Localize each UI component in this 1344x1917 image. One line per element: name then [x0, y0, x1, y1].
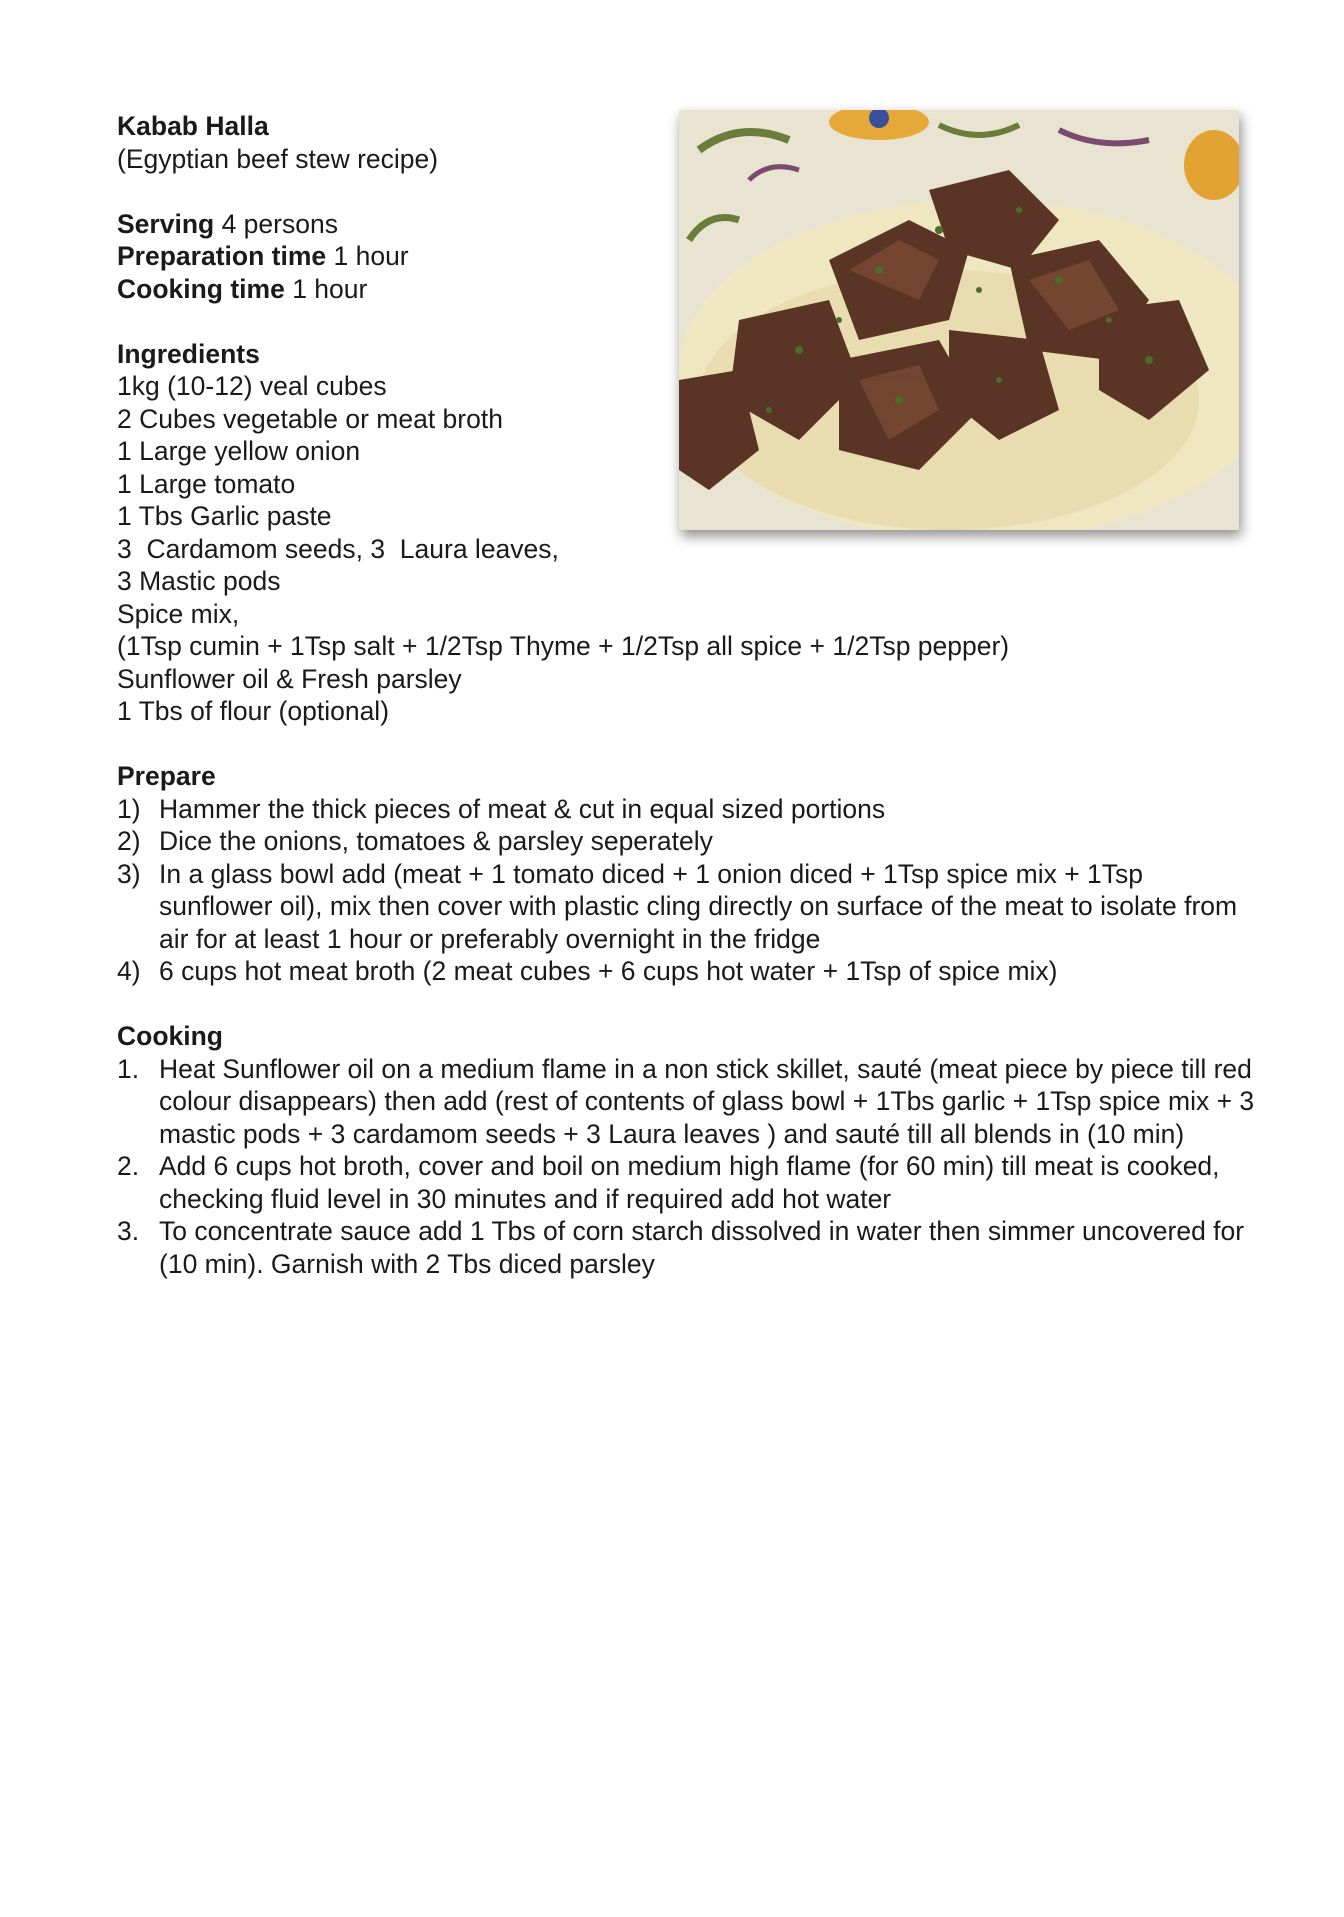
- step-text: 6 cups hot meat broth (2 meat cubes + 6 cups hot water + 1Tsp of spice mix): [159, 956, 1058, 986]
- cook-time-line: [117, 273, 1257, 306]
- step-number: 2): [117, 826, 141, 856]
- step-number: 1): [117, 793, 141, 824]
- cooking-step: [117, 1053, 1257, 1151]
- prepare-step: [117, 793, 1257, 826]
- serving-line: [117, 208, 1257, 241]
- ingredient-item: 3 Mastic pods: [117, 566, 281, 596]
- step-number: 1.: [117, 1053, 140, 1084]
- step-text: Heat Sunflower oil on a medium flame in a non stick skillet, sauté (meat piece by piece till red colour disappears) then add (rest of contents of glass bowl + 1Tbs garlic + 1Tsp spice mix + 3 mastic pods + 3 cardamom seeds + 3 Laura leaves ) and sauté till all blends in (10 min): [159, 1053, 1255, 1149]
- cooking-step: [117, 1150, 1257, 1215]
- ingredient-item: 1 Tbs of flour (optional): [117, 696, 390, 726]
- prepare-step: [117, 825, 1257, 858]
- ingredients-heading: Ingredients: [117, 338, 260, 369]
- step-text: Dice the onions, tomatoes & parsley seperately: [159, 826, 713, 856]
- prepare-steps: [117, 793, 1257, 988]
- ingredient-item: 1 Tbs Garlic paste: [117, 501, 332, 531]
- serving-label: Serving: [117, 208, 215, 239]
- step-text: To concentrate sauce add 1 Tbs of corn starch dissolved in water then simmer uncovered for (10 min). Garnish with 2 Tbs diced parsley: [159, 1216, 1245, 1279]
- cook-time-value: 1 hour: [284, 273, 368, 304]
- serving-value: 4 persons: [214, 208, 338, 239]
- step-text: Hammer the thick pieces of meat & cut in equal sized portions: [159, 793, 886, 824]
- step-text: Add 6 cups hot broth, cover and boil on medium high flame (for 60 min) till meat is cooked, checking fluid level in 30 minutes and if required add hot water: [159, 1151, 1220, 1214]
- step-text: In a glass bowl add (meat + 1 tomato diced + 1 onion diced + 1Tsp spice mix + 1Tsp sunflower oil), mix then cover with plastic cling directly on surface of the meat to isolate from air for at least 1 hour or preferably overnight in the fridge: [159, 858, 1238, 954]
- ingredient-item: 1 Large tomato: [117, 468, 296, 499]
- prepare-step: [117, 955, 1257, 988]
- cooking-step: [117, 1215, 1257, 1280]
- step-number: 3.: [117, 1216, 140, 1246]
- ingredients-list: [117, 370, 1257, 728]
- step-number: 4): [117, 956, 141, 986]
- recipe-text: [117, 110, 1257, 1280]
- prepare-heading: Prepare: [117, 761, 216, 791]
- ingredient-item: 1kg (10-12) veal cubes: [117, 371, 387, 401]
- prep-time-value: 1 hour: [326, 241, 409, 271]
- ingredient-item: 1 Large yellow onion: [117, 436, 361, 466]
- prepare-step: [117, 858, 1257, 956]
- prep-time-label: Preparation time: [117, 241, 327, 271]
- cooking-steps: [117, 1053, 1257, 1281]
- ingredient-item: 2 Cubes vegetable or meat broth: [117, 403, 503, 434]
- cooking-heading: Cooking: [117, 1021, 223, 1051]
- ingredient-item: Sunflower oil & Fresh parsley: [117, 663, 462, 694]
- recipe-subtitle: (Egyptian beef stew recipe): [117, 143, 439, 174]
- recipe-title: Kabab Halla: [117, 111, 269, 141]
- ingredient-item: (1Tsp cumin + 1Tsp salt + 1/2Tsp Thyme + 1/2Tsp all spice + 1/2Tsp pepper): [117, 631, 1010, 661]
- ingredient-item: 3 Cardamom seeds, 3 Laura leaves,: [117, 533, 559, 564]
- ingredient-item: Spice mix,: [117, 598, 240, 629]
- step-number: 2.: [117, 1151, 140, 1181]
- prep-time-line: [117, 240, 1257, 273]
- cook-time-label: Cooking time: [117, 273, 285, 304]
- step-number: 3): [117, 858, 141, 889]
